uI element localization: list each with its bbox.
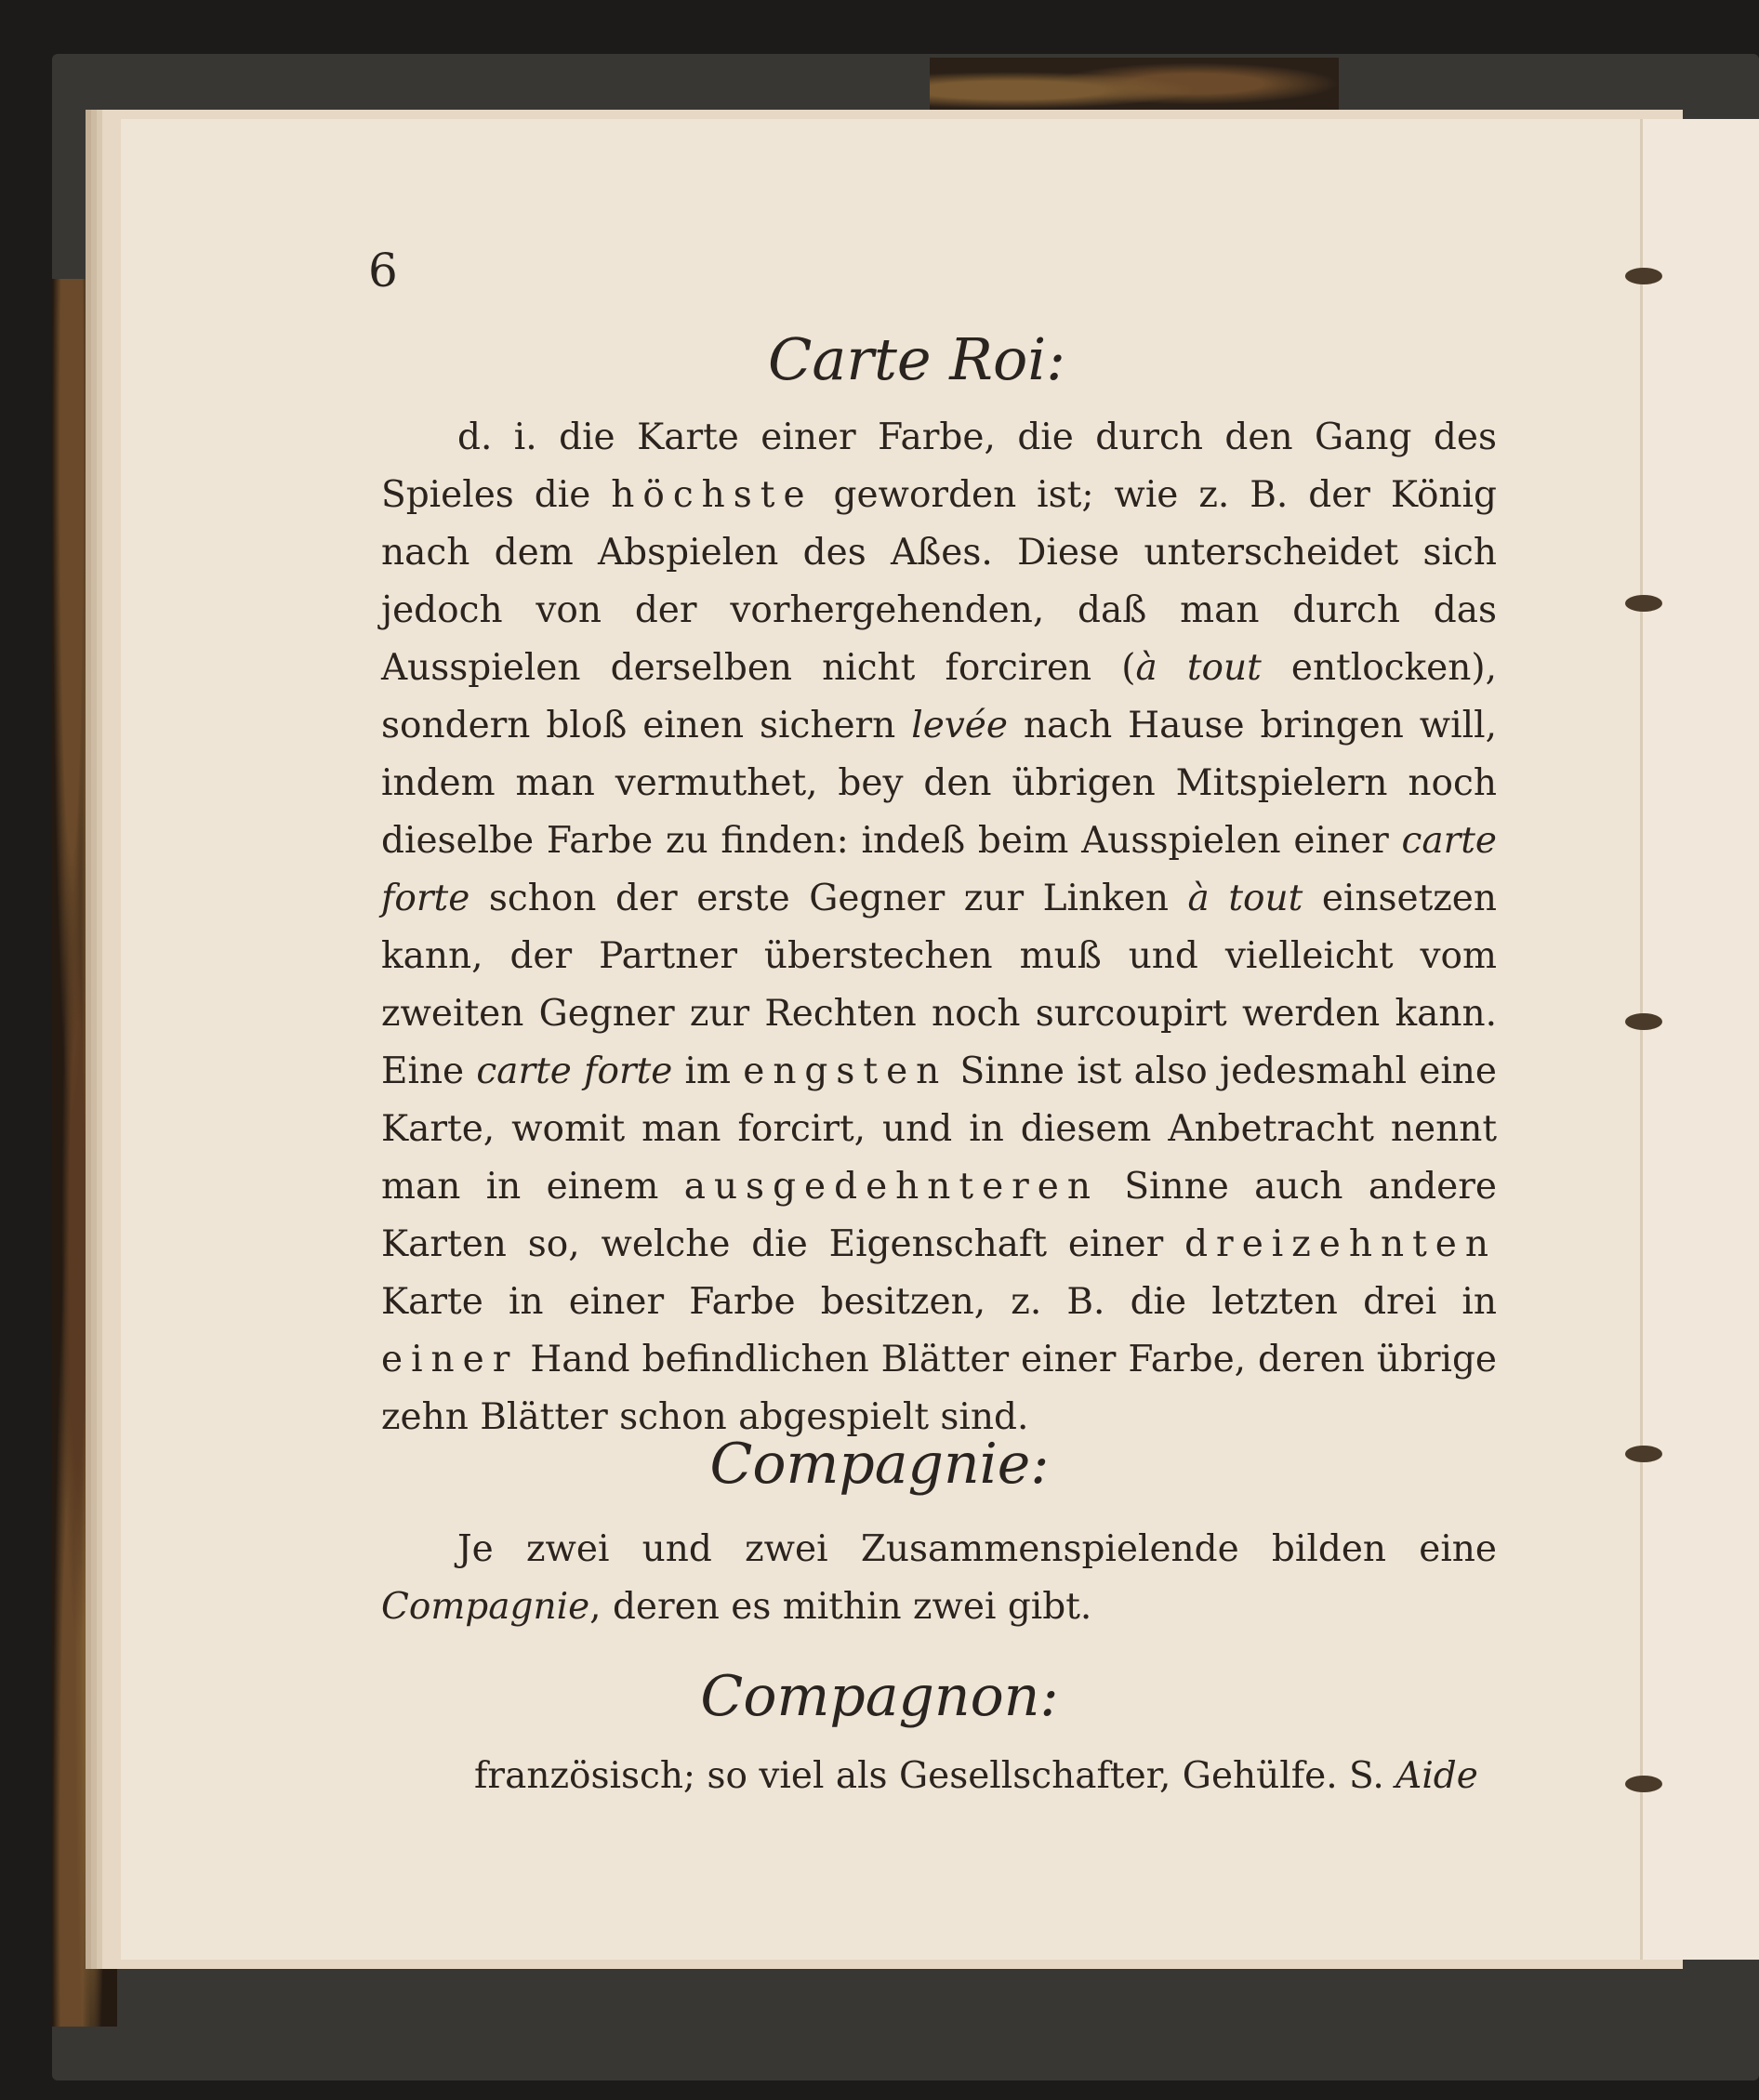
body-text: , deren es mithin zwei gibt. [589, 1586, 1092, 1628]
emphasized-word: höchste [611, 474, 813, 516]
page-number: 6 [368, 244, 398, 297]
italic-term: carte forte [381, 820, 1497, 919]
emphasized-word: ausgedehnteren [683, 1166, 1099, 1208]
body-text: nach Hause bringen will, indem man vermuthet, bey den übrigen Mitspielern noch dieselbe Farbe zu finden: indeß beim Ausspielen einer [381, 705, 1497, 862]
body-text: Sinne auch andere Karten so, welche die Eigenschaft einer [381, 1166, 1497, 1265]
binding-stitch-icon [1625, 268, 1662, 284]
italic-term: à tout [1135, 647, 1262, 689]
italic-term: Aide [1395, 1755, 1478, 1797]
body-text: d. i. die Karte einer Farbe, die durch den Gang des Spieles die [381, 416, 1497, 516]
entry-body-compagnie [381, 1521, 1497, 1636]
body-text: französisch; so viel als Gesellschafter, Gehülfe. S. [474, 1755, 1396, 1797]
body-text: einsetzen kann, der Partner überstechen muß und vielleicht vom zweiten Gegner zur Rechten noch surcoupirt werden kann. Eine [381, 878, 1498, 1092]
binding-stitch-icon [1625, 595, 1662, 612]
emphasized-word: einer [381, 1339, 519, 1380]
body-text: Karte in einer Farbe besitzen, z. B. die letzten drei in [381, 1281, 1497, 1323]
emphasized-word: dreizehnten [1184, 1223, 1497, 1265]
body-text: im [672, 1050, 744, 1092]
entry-heading-compagnon: Compagnon: [700, 1664, 1059, 1729]
italic-term: levée [911, 705, 1008, 746]
entry-body-compagnon [381, 1748, 1497, 1805]
binding-stitch-icon [1625, 1776, 1662, 1792]
entry-heading-compagnie: Compagnie: [709, 1432, 1050, 1497]
emphasized-word: engsten [743, 1050, 948, 1092]
entry-heading-carte-roi: Carte Roi: [767, 325, 1066, 393]
body-text: Je zwei und zwei Zusammenspielende bilden eine [457, 1528, 1497, 1570]
body-text: schon der erste Gegner zur Linken [470, 878, 1188, 919]
italic-term: à tout [1187, 878, 1303, 919]
italic-term: carte forte [476, 1050, 673, 1092]
body-text: Hand befindlichen Blätter einer Farbe, deren übrige zehn Blätter schon abgespielt sind. [381, 1339, 1497, 1438]
italic-term: Compagnie [381, 1586, 590, 1628]
body-text: entlocken), sondern bloß einen sichern [381, 647, 1497, 746]
body-text: geworden ist; wie z. B. der König nach dem Abspielen des Aßes. Diese unterscheidet sich jedoch von der vorhergehenden, daß man durch das Ausspielen derselben nicht forciren ( [381, 474, 1497, 689]
binding-stitch-icon [1625, 1013, 1662, 1030]
body-text: Sinne ist also jedesmahl eine Karte, womit man forcirt, und in diesem Anbetracht nennt man in einem [381, 1050, 1498, 1208]
entry-body-carte-roi [381, 409, 1497, 1446]
